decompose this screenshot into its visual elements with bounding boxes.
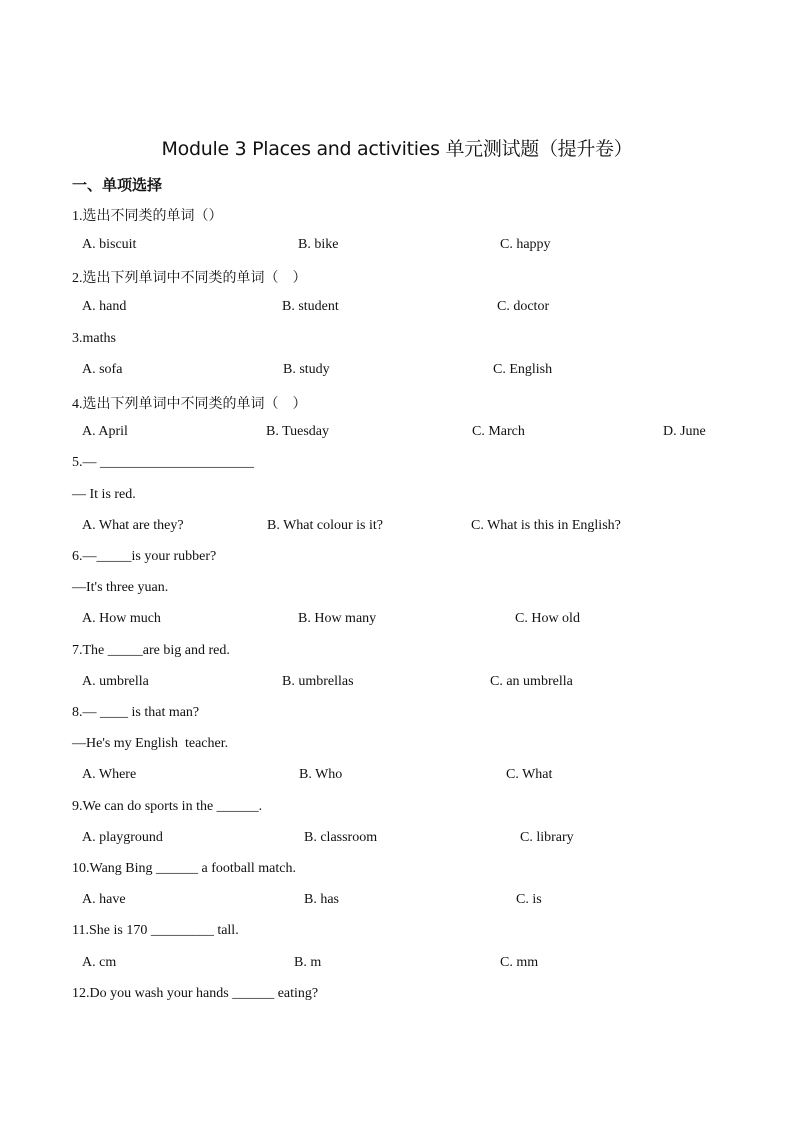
- option-a: A. April: [82, 424, 128, 439]
- option-c: C. What: [506, 767, 553, 782]
- question-stem: 3.maths: [72, 331, 116, 346]
- question-stem: 12.Do you wash your hands ______ eating?: [72, 986, 319, 1001]
- option-a: A. What are they?: [82, 518, 184, 533]
- option-a: A. cm: [82, 955, 117, 970]
- option-a: A. umbrella: [82, 674, 149, 689]
- option-b: B. study: [283, 362, 330, 377]
- dialogue-reply: — It is red.: [72, 487, 136, 502]
- option-a: A. Where: [82, 767, 137, 782]
- option-c: C. What is this in English?: [471, 518, 621, 533]
- dialogue-reply: —He's my English teacher.: [72, 736, 229, 751]
- option-a: A. hand: [82, 299, 127, 314]
- question-stem: 7.The _____are big and red.: [72, 643, 230, 658]
- option-c: C. English: [493, 362, 553, 377]
- option-b: B. Tuesday: [266, 424, 330, 439]
- option-a: A. have: [82, 892, 126, 907]
- option-b: B. classroom: [304, 830, 378, 845]
- document-title: Module 3 Places and activities 单元测试题（提升卷）: [161, 138, 633, 160]
- option-a: A. playground: [82, 830, 163, 845]
- option-c: C. is: [516, 892, 542, 907]
- option-d: D. June: [663, 424, 706, 439]
- option-c: C. doctor: [497, 299, 550, 314]
- option-a: A. sofa: [82, 362, 123, 377]
- question-stem: 8.— ____ is that man?: [72, 705, 200, 720]
- section-heading: 一、单项选择: [72, 176, 163, 194]
- option-c: C. mm: [500, 955, 539, 970]
- option-c: C. How old: [515, 611, 580, 626]
- option-c: C. happy: [500, 237, 551, 252]
- option-b: B. m: [294, 955, 322, 970]
- dialogue-reply: —It's three yuan.: [72, 580, 169, 595]
- question-stem: 11.She is 170 _________ tall.: [72, 923, 239, 938]
- question-stem: 4.选出下列单词中不同类的单词（ ）: [72, 397, 307, 412]
- option-a: A. How much: [82, 611, 161, 626]
- option-b: B. What colour is it?: [267, 518, 383, 533]
- question-stem: 1.选出不同类的单词（）: [72, 209, 223, 224]
- option-c: C. March: [472, 424, 525, 439]
- question-stem: 10.Wang Bing ______ a football match.: [72, 861, 296, 876]
- option-a: A. biscuit: [82, 237, 137, 252]
- option-b: B. Who: [299, 767, 343, 782]
- option-b: B. umbrellas: [282, 674, 354, 689]
- question-stem: 6.—_____is your rubber?: [72, 549, 217, 564]
- question-stem: 5.— ______________________: [72, 455, 254, 470]
- option-c: C. library: [520, 830, 574, 845]
- option-c: C. an umbrella: [490, 674, 573, 689]
- option-b: B. How many: [298, 611, 377, 626]
- option-b: B. student: [282, 299, 339, 314]
- option-b: B. has: [304, 892, 339, 907]
- option-b: B. bike: [298, 237, 339, 252]
- question-stem: 2.选出下列单词中不同类的单词（ ）: [72, 271, 307, 286]
- question-stem: 9.We can do sports in the ______.: [72, 799, 263, 814]
